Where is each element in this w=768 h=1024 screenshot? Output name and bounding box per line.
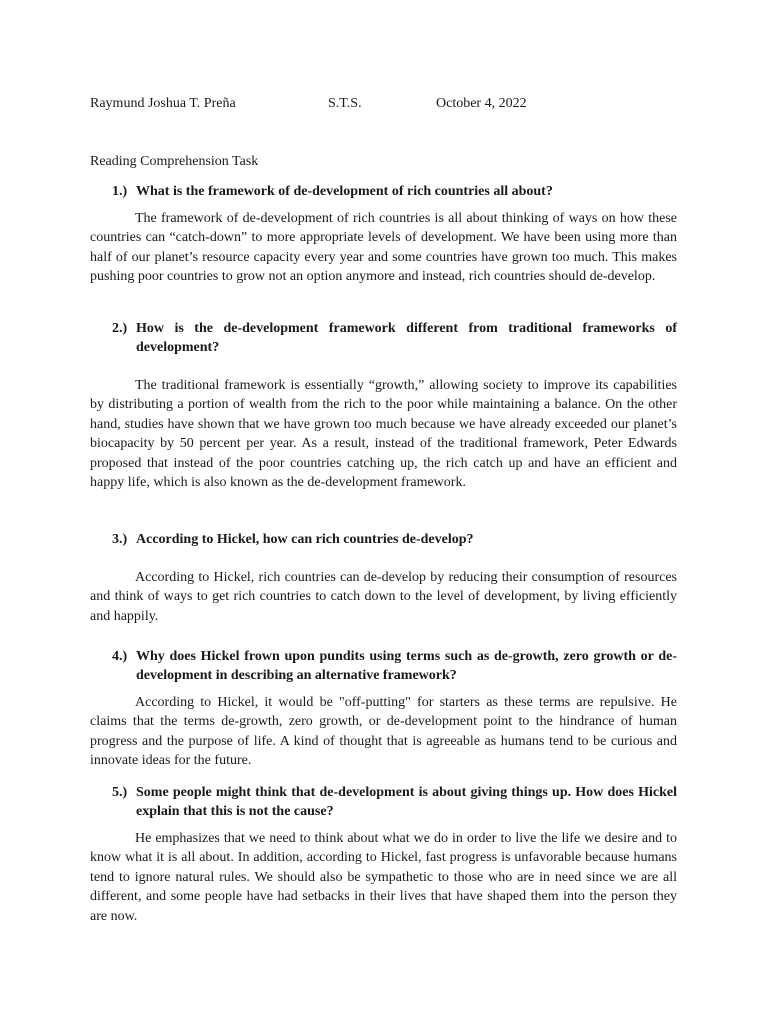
question-text: According to Hickel, how can rich countries de-develop? bbox=[136, 532, 474, 547]
subject-label: S.T.S. bbox=[328, 96, 362, 111]
question-4 bbox=[90, 647, 677, 685]
question-text: What is the framework of de-development of rich countries all about? bbox=[136, 184, 553, 199]
question-text: Why does Hickel frown upon pundits using terms such as de-growth, zero growth or de-development in describing an alternative framework? bbox=[136, 649, 677, 683]
question-number: 2.) bbox=[112, 321, 128, 336]
question-number: 4.) bbox=[112, 649, 128, 664]
answer-2: The traditional framework is essentially “growth,” allowing society to improve its capabilities by distributing a portion of wealth from the rich to the poor while maintaining a balance. On the other hand, studies have shown that we have grown too much because we have already exceeded our planet’s biocapacity by 50 percent per year. As a result, instead of the traditional framework, Peter Edwards proposed that instead of the poor countries catching up, the rich catch up and have an efficient and happy life, which is also known as the de-development framework. bbox=[90, 378, 677, 491]
qa-block-4 bbox=[90, 647, 677, 771]
question-3 bbox=[90, 530, 677, 549]
question-number: 5.) bbox=[112, 785, 128, 800]
question-1 bbox=[90, 182, 677, 201]
date-label: October 4, 2022 bbox=[436, 96, 527, 111]
answer-4: According to Hickel, it would be "off-putting" for starters as these terms are repulsive. He claims that the terms de-growth, zero growth, or de-development point to the hindrance of human progress and the purpose of life. A kind of thought that is agreeable as humans tend to be curious and innovate ideas for the future. bbox=[90, 695, 677, 769]
task-title: Reading Comprehension Task bbox=[90, 154, 259, 169]
qa-block-5 bbox=[90, 783, 677, 926]
answer-5: He emphasizes that we need to think about what we do in order to live the life we desire and to know what it is all about. In addition, according to Hickel, fast progress is unfavorable because humans tend to ignore natural rules. We should also be sympathetic to those who are in need since we are all different, and some people have had setbacks in their lives that have shaped them into the person they are now. bbox=[90, 831, 677, 924]
qa-block-1 bbox=[90, 182, 677, 287]
question-5 bbox=[90, 783, 677, 821]
question-2 bbox=[90, 319, 677, 357]
question-number: 1.) bbox=[112, 184, 128, 199]
question-text: Some people might think that de-development is about giving things up. How does Hickel explain that this is not the cause? bbox=[136, 785, 677, 819]
answer-1: The framework of de-development of rich countries is all about thinking of ways on how these countries can “catch-down” to more appropriate levels of development. We have been using more than half of our planet’s resource capacity every year and some countries have grown too much. This makes pushing poor countries to grow not an option anymore and instead, rich countries should de-develop. bbox=[90, 211, 677, 285]
question-text: How is the de-development framework different from traditional frameworks of development? bbox=[136, 321, 677, 355]
student-name: Raymund Joshua T. Preña bbox=[90, 96, 236, 111]
question-number: 3.) bbox=[112, 532, 128, 547]
answer-3: According to Hickel, rich countries can de-develop by reducing their consumption of resources and think of ways to get rich countries to catch down to the level of development, by living efficiently and happily. bbox=[90, 570, 677, 624]
qa-block-3 bbox=[90, 530, 677, 626]
qa-block-2 bbox=[90, 319, 677, 492]
